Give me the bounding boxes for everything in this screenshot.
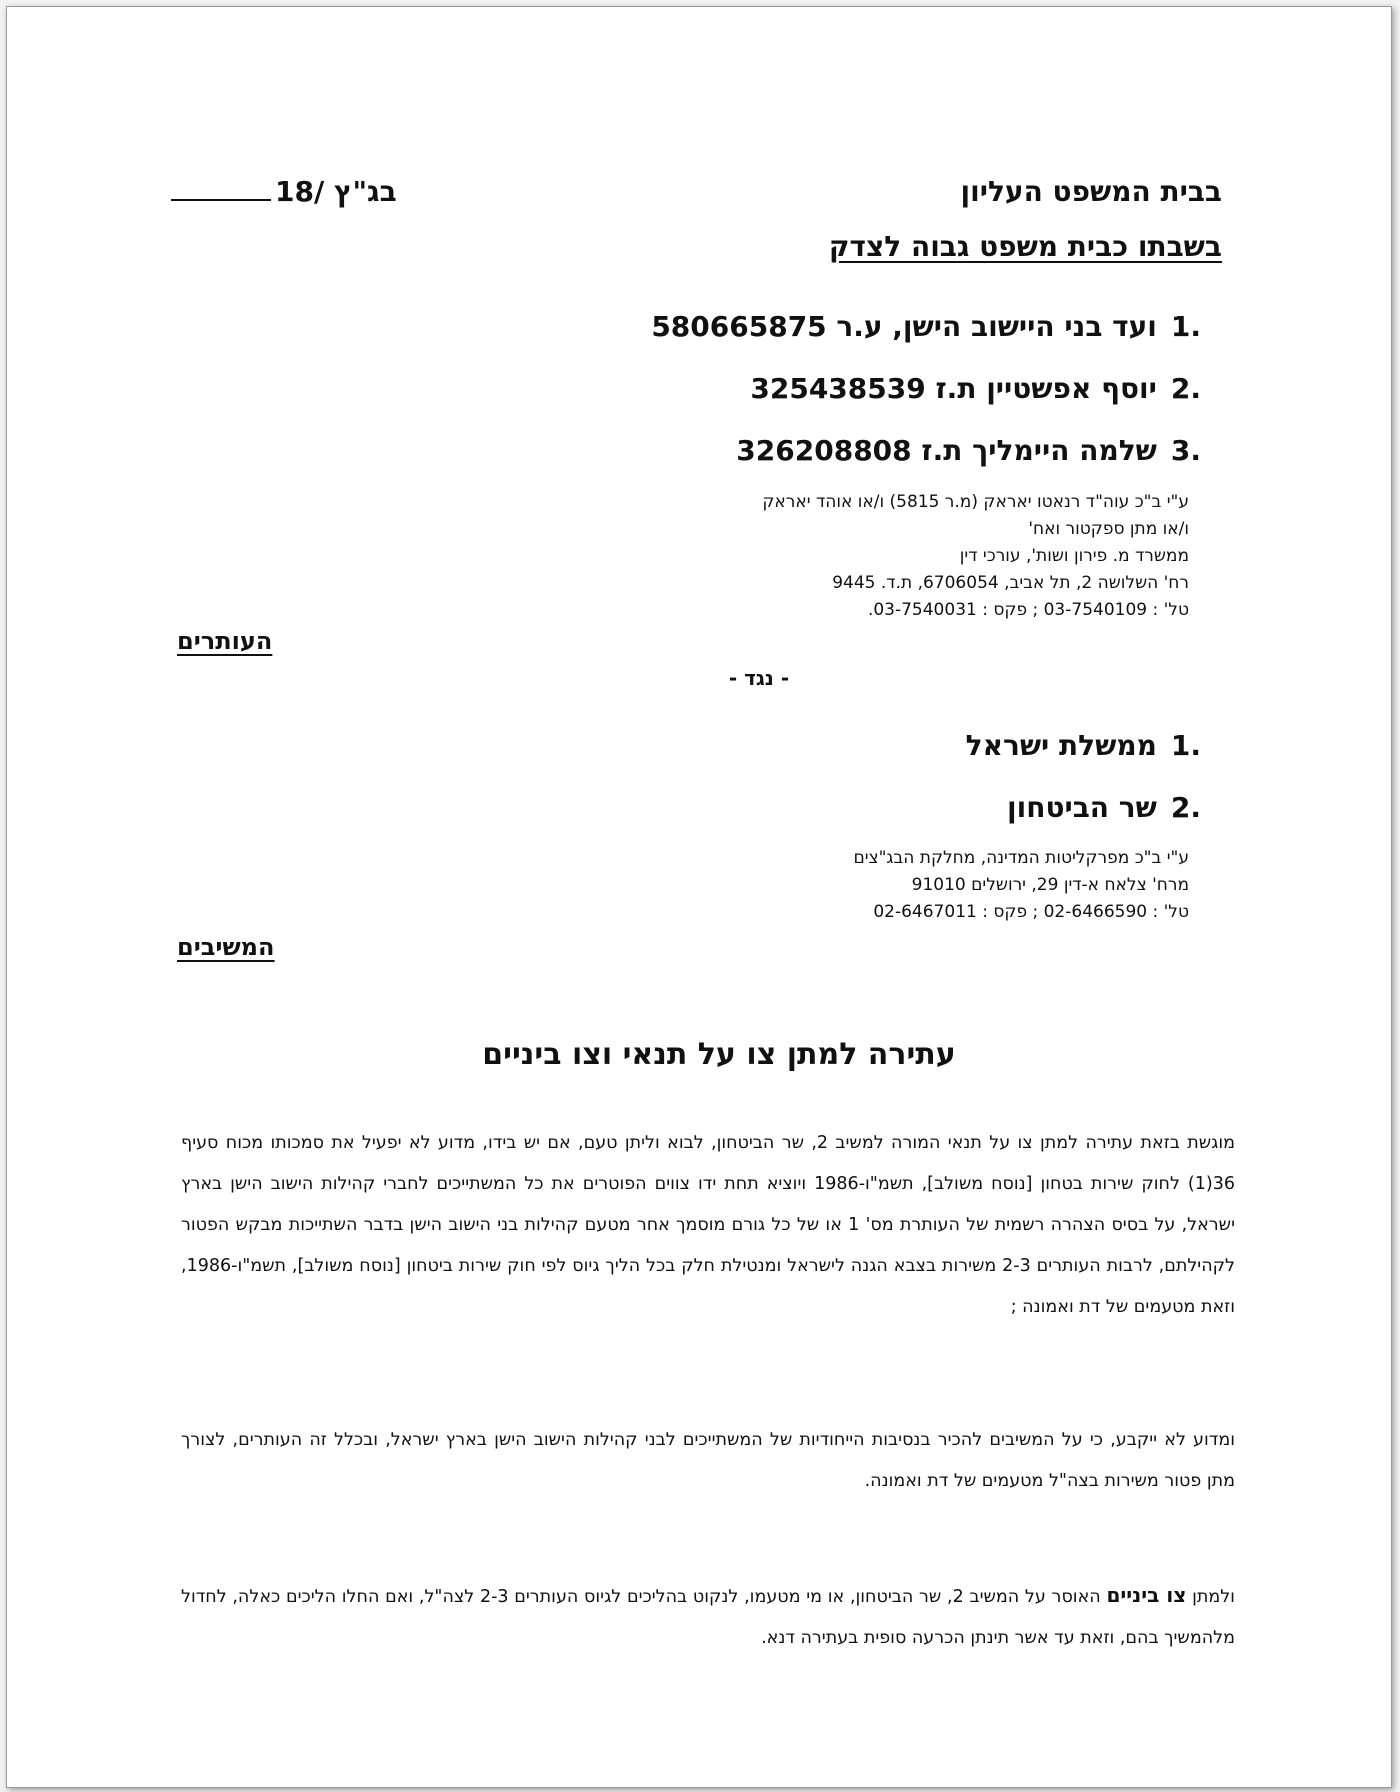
case-prefix: בג"ץ [333,175,397,208]
document-title [7,1037,1391,1072]
case-year: /18 [275,175,325,208]
party-name: יוסף אפשטיין ת.ז 325438539 [750,372,1157,405]
paragraph-3 [181,1575,1235,1659]
petitioner-3 [736,434,1201,467]
paragraph-3-rest: האוסר על המשיב 2, שר הביטחון, או מי מטעמו, לנקוט בהליכים לגיוס העותרים 2-3 לצה"ל, ואם החלו הליכים כאלה, לחדול מלהמשיך בהם, וזאת עד אשר תינתן הכרעה סופית בעתירה דנא. [181,1587,1235,1648]
party-number: .1 [1170,310,1201,343]
court-name: בבית המשפט העליון [960,175,1222,208]
counsel-line: ממשרד מ. פירון ושות', עורכי דין [959,546,1189,566]
counsel-line: טל' : 03-7540109 ; פקס : 03-7540031. [867,600,1189,620]
party-number: .3 [1170,434,1201,467]
paragraph-2: ומדוע לא ייקבע, כי על המשיבים להכיר בנסיבות הייחודיות של המשתייכים לבני קהילות הישוב הישן בארץ ישראל, ובכלל זה העותרים, לצורך מתן פטור משירות בצה"ל מטעמים של דת ואמונה. [181,1430,1235,1491]
respondents-label: המשיבים [177,933,275,961]
respondent-2 [1007,791,1201,824]
counsel-line: ע"י ב"כ עוה"ד רנאטו יאראק (מ.ר 5815) ו/או אוהד יאראק [762,492,1189,512]
party-name: ועד בני היישוב הישן, ע.ר 580665875 [651,310,1157,343]
party-name: שלמה היימליך ת.ז 326208808 [736,434,1157,467]
party-name: שר הביטחון [1007,791,1157,824]
document-page [6,6,1392,1788]
petitioner-2 [750,372,1201,405]
versus-divider [7,666,1391,690]
counsel-line: ו/או מתן ספקטור ואח' [1028,519,1189,539]
party-number: .2 [1170,791,1201,824]
counsel-line: רח' השלושה 2, תל אביב, 6706054, ת.ד. 9445 [832,573,1189,593]
court-subtitle: בשבתו כבית משפט גבוה לצדק [828,230,1222,263]
paragraph-3-prefix: ולמתן [1192,1587,1235,1607]
party-number: .1 [1170,729,1201,762]
paragraph-3-bold: צו ביניים [1106,1583,1187,1607]
document-title-text: עתירה למתן צו על תנאי וצו ביניים [482,1037,956,1072]
party-number: .2 [1170,372,1201,405]
counsel-line: מרח' צלאח א-דין 29, ירושלים 91010 [911,875,1189,895]
petitioners-counsel [762,489,1189,624]
case-number [171,175,397,208]
respondent-1 [966,729,1201,762]
petitioner-1 [651,310,1201,343]
party-name: ממשלת ישראל [965,729,1157,762]
versus-text: - נגד - [728,666,790,690]
respondents-counsel [853,845,1189,926]
counsel-line: ע"י ב"כ מפרקליטות המדינה, מחלקת הבג"צים [853,848,1189,868]
case-number-blank [171,199,271,201]
counsel-line: טל' : 02-6466590 ; פקס : 02-6467011 [873,902,1189,922]
petitioners-label: העותרים [177,627,273,655]
paragraph-1: מוגשת בזאת עתירה למתן צו על תנאי המורה למשיב 2, שר הביטחון, לבוא וליתן טעם, אם יש בידו, מדוע לא יפעיל את סמכותו מכוח סעיף 36(1) לחוק שירות בטחון [נוסח משולב], תשמ"ו-1986 ויוציא תחת ידו צווים הפוטרים את כל המשתייכים לחברי קהילות הישוב הישן בארץ ישראל, על בסיס הצהרה רשמית של העותרת מס' 1 או של כל גורם מוסמך אחר מטעם קהילות בני הישוב הישן בדבר השתייכות מבקש הפטור לקהילתם, לרבות העותרים 2-3 משירות בצבא הגנה לישראל ומנטילת חלק בכל הליך גיוס לפי חוק שירות ביטחון [נוסח משולב], תשמ"ו-1986, וזאת מטעמים של דת ואמונה ; [181,1133,1236,1317]
